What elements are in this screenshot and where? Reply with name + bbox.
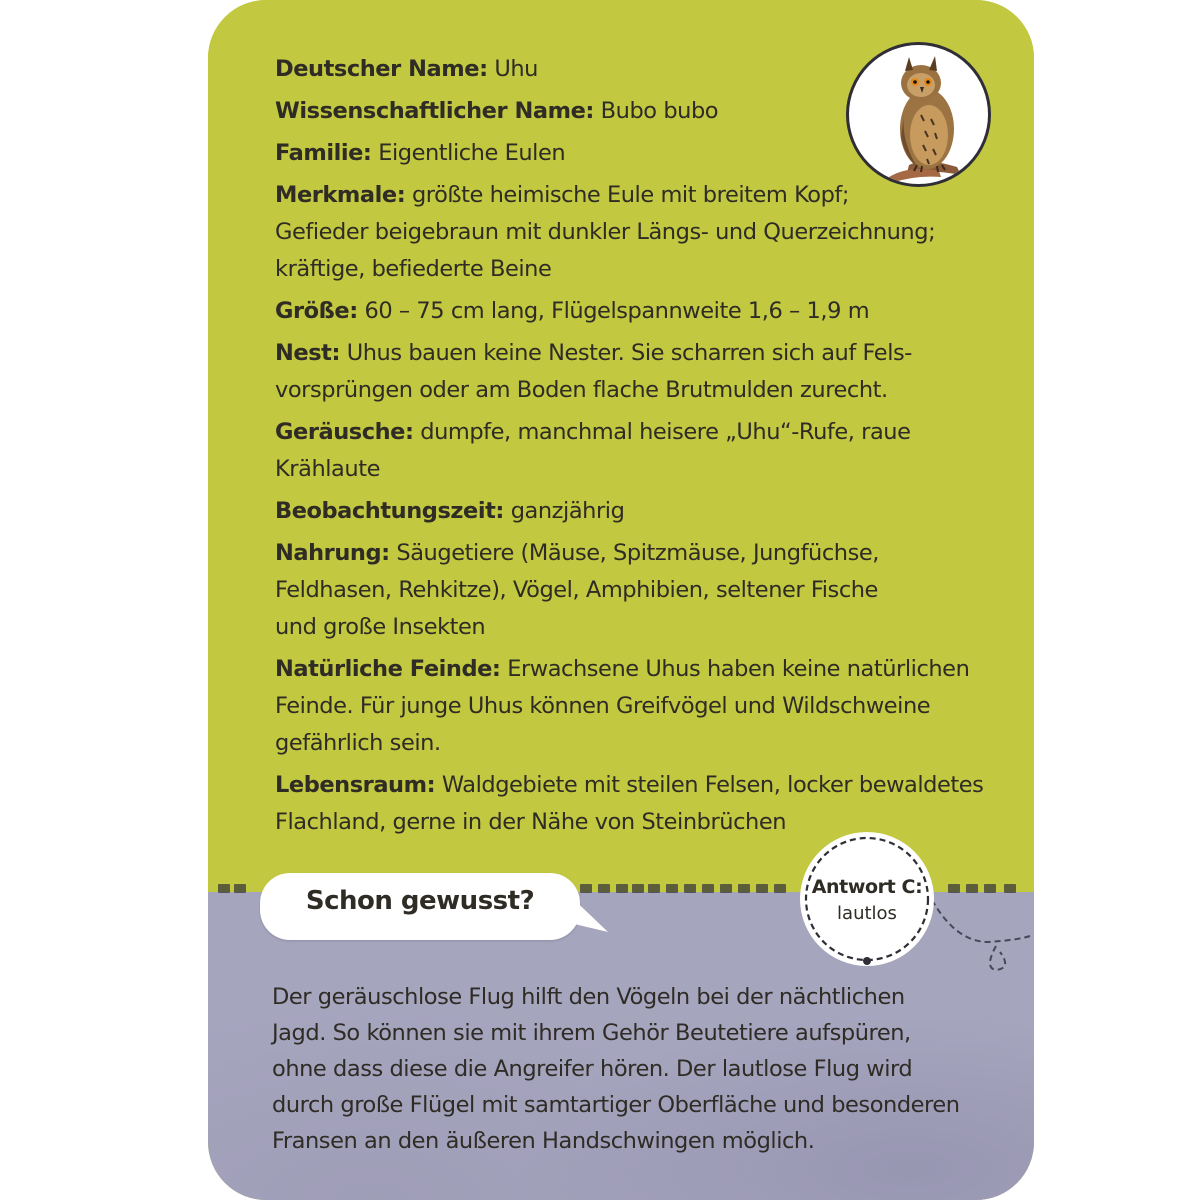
eagle-owl-illustration-icon: [849, 45, 991, 187]
fact-label: Nahrung:: [275, 540, 390, 566]
fact-label: Wissenschaftlicher Name:: [275, 98, 594, 124]
fact-line: [275, 688, 1015, 725]
fact-line: [275, 335, 1015, 372]
fact-line: [275, 725, 1015, 762]
fact-line: [275, 609, 1015, 646]
fact-value: Feinde. Für junge Uhus können Greifvögel und Wildschweine: [275, 693, 931, 719]
did-you-know-text: [272, 979, 1012, 1159]
decorative-stamp-icon: [774, 884, 786, 893]
fact-value: Feldhasen, Rehkitze), Vögel, Amphibien, seltener Fische: [275, 577, 878, 603]
dashed-flight-path-icon: [926, 880, 1034, 990]
fact-value: Uhu: [494, 56, 538, 82]
fact-line: [275, 451, 1015, 488]
decorative-stamp-icon: [666, 884, 678, 893]
fact-item: [275, 335, 1015, 409]
fact-label: Nest:: [275, 340, 340, 366]
fact-label: Beobachtungszeit:: [275, 498, 504, 524]
fact-value: vorsprüngen oder am Boden flache Brutmulden zurecht.: [275, 377, 888, 403]
fact-label: Größe:: [275, 298, 358, 324]
owl-illustration-badge: [846, 42, 991, 187]
fact-line: [275, 535, 1015, 572]
decorative-stamp-icon: [720, 884, 732, 893]
fact-label: Natürliche Feinde:: [275, 656, 501, 682]
fact-value: und große Insekten: [275, 614, 486, 640]
did-you-know-line: durch große Flügel mit samtartiger Oberfläche und besonderen: [272, 1092, 960, 1118]
did-you-know-line: Fransen an den äußeren Handschwingen möglich.: [272, 1128, 815, 1154]
fact-label: Lebensraum:: [275, 772, 436, 798]
did-you-know-line: Der geräuschlose Flug hilft den Vögeln bei der nächtlichen: [272, 984, 905, 1010]
answer-value: lautlos: [837, 903, 897, 924]
fact-value: 60 – 75 cm lang, Flügelspannweite 1,6 – 1,9 m: [364, 298, 870, 324]
fact-item: [275, 177, 1015, 288]
fact-item: [275, 651, 1015, 762]
decorative-stamp-icon: [684, 884, 696, 893]
fact-value: Gefieder beigebraun mit dunkler Längs- und Querzeichnung;: [275, 219, 936, 245]
decorative-stamp-icon: [756, 884, 768, 893]
fact-line: [275, 767, 1015, 804]
fact-item: [275, 535, 1015, 646]
fact-item: [275, 767, 1015, 841]
decorative-stamp-icon: [616, 884, 628, 893]
answer-title: Antwort C:: [811, 876, 923, 898]
fact-label: Geräusche:: [275, 419, 414, 445]
fact-value: Eigentliche Eulen: [378, 140, 566, 166]
fact-value: gefährlich sein.: [275, 730, 441, 756]
fact-value: Uhus bauen keine Nester. Sie scharren sich auf Fels-: [346, 340, 912, 366]
fact-item: [275, 414, 1015, 488]
fact-value: dumpfe, manchmal heisere „Uhu“-Rufe, raue: [420, 419, 911, 445]
fact-value: größte heimische Eule mit breitem Kopf;: [411, 182, 850, 208]
decorative-stamp-icon: [218, 884, 230, 893]
fact-value: ganzjährig: [510, 498, 625, 524]
decorative-stamp-icon: [234, 884, 246, 893]
decorative-stamp-icon: [702, 884, 714, 893]
did-you-know-line: Jagd. So können sie mit ihrem Gehör Beutetiere aufspüren,: [272, 1020, 911, 1046]
fact-value: Krählaute: [275, 456, 380, 482]
fact-line: [275, 651, 1015, 688]
fact-line: [275, 251, 1015, 288]
fact-line: [275, 414, 1015, 451]
fact-line: [275, 214, 1015, 251]
fact-value: Erwachsene Uhus haben keine natürlichen: [507, 656, 970, 682]
did-you-know-line: ohne dass diese die Angreifer hören. Der lautlose Flug wird: [272, 1056, 913, 1082]
fact-value: Säugetiere (Mäuse, Spitzmäuse, Jungfüchse,: [396, 540, 879, 566]
fact-value: kräftige, befiederte Beine: [275, 256, 552, 282]
fact-value: Bubo bubo: [600, 98, 719, 124]
fact-item: [275, 293, 1015, 330]
answer-dashed-ring-icon: [800, 832, 934, 966]
fact-line: [275, 293, 1015, 330]
decorative-stamp-icon: [648, 884, 660, 893]
species-card: [208, 0, 1034, 1200]
decorative-stamp-icon: [738, 884, 750, 893]
fact-line: [275, 493, 1015, 530]
fact-label: Merkmale:: [275, 182, 406, 208]
fact-value: Waldgebiete mit steilen Felsen, locker bewaldetes: [441, 772, 984, 798]
did-you-know-heading: Schon gewusst?: [305, 886, 535, 916]
decorative-stamp-icon: [632, 884, 644, 893]
fact-value: Flachland, gerne in der Nähe von Steinbrüchen: [275, 809, 787, 835]
fact-label: Deutscher Name:: [275, 56, 488, 82]
fact-line: [275, 372, 1015, 409]
fact-label: Familie:: [275, 140, 372, 166]
fact-item: [275, 493, 1015, 530]
fact-line: [275, 572, 1015, 609]
